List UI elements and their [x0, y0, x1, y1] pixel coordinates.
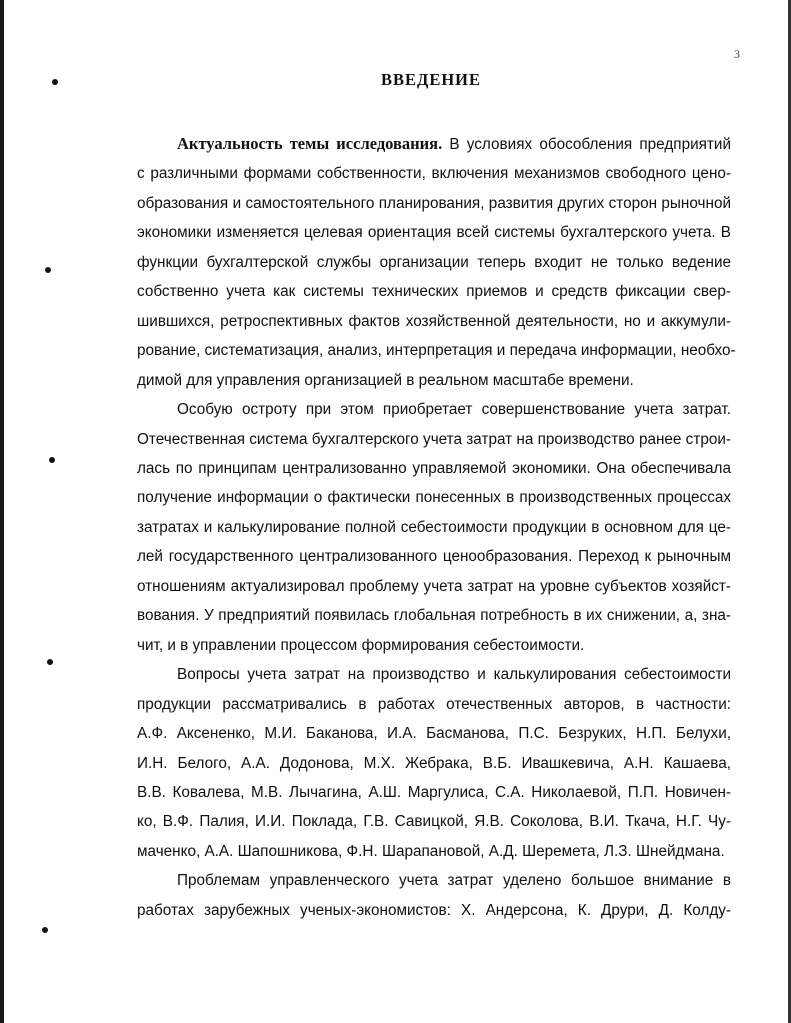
line-text: рование, систематизация, анализ, интерпретация и передача информации, необхо- — [137, 342, 736, 360]
line-text: образования и самостоятельного планирования, развития других сторон рыночной — [137, 194, 731, 212]
text-line — [137, 277, 731, 306]
line-text: работах зарубежных ученых-экономистов: Х. Андерсона, К. Друри, Д. Колду- — [137, 901, 731, 919]
text-line — [137, 660, 731, 689]
body-text — [137, 129, 736, 925]
text-line — [137, 425, 731, 454]
line-text: А.Ф. Аксененко, М.И. Баканова, И.А. Басманова, П.С. Безруких, Н.П. Белухи, — [137, 725, 731, 743]
line-text: функции бухгалтерской службы организации теперь входит не только ведение — [137, 253, 731, 271]
text-line — [137, 395, 731, 424]
text-line — [137, 837, 731, 866]
text-line — [137, 336, 736, 365]
section-title: ВВЕДЕНИЕ — [380, 70, 482, 89]
line-text: с различными формами собственности, включения механизмов свободного цено- — [137, 165, 731, 183]
text-line — [137, 307, 731, 336]
text-line — [137, 719, 731, 748]
scan-edge-left — [0, 0, 4, 1023]
scan-mark — [47, 659, 53, 665]
line-text: экономики изменяется целевая ориентация всей системы бухгалтерского учета. В — [137, 224, 731, 242]
line-text: В условиях обособления предприятий — [442, 136, 731, 153]
text-line — [137, 866, 731, 895]
text-line — [137, 572, 731, 601]
line-text: лась по принципам централизованно управляемой экономики. Она обеспечивала — [137, 459, 731, 477]
text-line — [137, 807, 731, 836]
line-text: отношениям актуализировал проблему учета затрат на уровне субъектов хозяйст- — [137, 577, 731, 595]
lead-phrase: Актуальность темы исследования. — [177, 134, 443, 153]
line-text: ко, В.Ф. Палия, И.И. Поклада, Г.В. Савицкой, Я.В. Соколова, В.И. Ткача, Н.Г. Чу- — [137, 813, 731, 831]
line-text: шившихся, ретроспективных фактов хозяйственной деятельности, но и аккумули- — [137, 312, 731, 330]
text-line — [137, 129, 731, 159]
line-text: затратах и калькулирование полной себестоимости продукции в основном для це- — [137, 518, 731, 536]
line-text: маченко, А.А. Шапошникова, Ф.Н. Шарапановой, А.Д. Шеремета, Л.З. Шнейдмана. — [137, 842, 725, 860]
text-line — [137, 366, 731, 395]
text-line — [137, 483, 731, 512]
scan-mark — [45, 267, 51, 273]
scan-mark — [49, 457, 55, 463]
scan-mark — [42, 927, 48, 933]
text-line — [137, 248, 731, 277]
text-line — [137, 513, 731, 542]
line-text: вования. У предприятий появилась глобальная потребность в их снижении, а, зна- — [137, 607, 731, 625]
line-text: И.Н. Белого, А.А. Додонова, М.Х. Жебрака, В.Б. Ивашкевича, А.Н. Кашаева, — [137, 754, 731, 772]
text-line — [137, 896, 731, 925]
text-line — [137, 778, 731, 807]
page-number: 3 — [734, 47, 740, 61]
line-text: В.В. Ковалева, М.В. Лычагина, А.Ш. Маргулиса, С.А. Николаевой, П.П. Новичен- — [137, 783, 731, 801]
line-text: Особую остроту при этом приобретает совершенствование учета затрат. — [177, 401, 731, 419]
line-text: Проблемам управленческого учета затрат уделено большое внимание в — [177, 872, 731, 890]
text-line — [137, 189, 731, 218]
text-line — [137, 218, 731, 247]
text-line — [137, 454, 731, 483]
text-line — [137, 542, 731, 571]
line-text: лей государственного централизованного ценообразования. Переход к рыночным — [137, 548, 731, 566]
text-line — [137, 159, 731, 188]
text-line — [137, 601, 731, 630]
text-line — [137, 690, 731, 719]
line-text: получение информации о фактически понесенных в производственных процессах — [137, 489, 731, 507]
line-text: собственно учета как системы технических приемов и средств фиксации свер- — [137, 283, 731, 301]
text-line — [137, 631, 731, 660]
line-text: Отечественная система бухгалтерского учета затрат на производство ранее строи- — [137, 430, 731, 448]
line-text: Вопросы учета затрат на производство и калькулирования себестоимости — [177, 666, 731, 684]
line-text: чит, и в управлении процессом формирования себестоимости. — [137, 636, 585, 654]
text-line — [137, 749, 731, 778]
line-text: димой для управления организацией в реальном масштабе времени. — [137, 371, 634, 389]
line-text: продукции рассматривались в работах отечественных авторов, в частности: — [137, 695, 731, 713]
